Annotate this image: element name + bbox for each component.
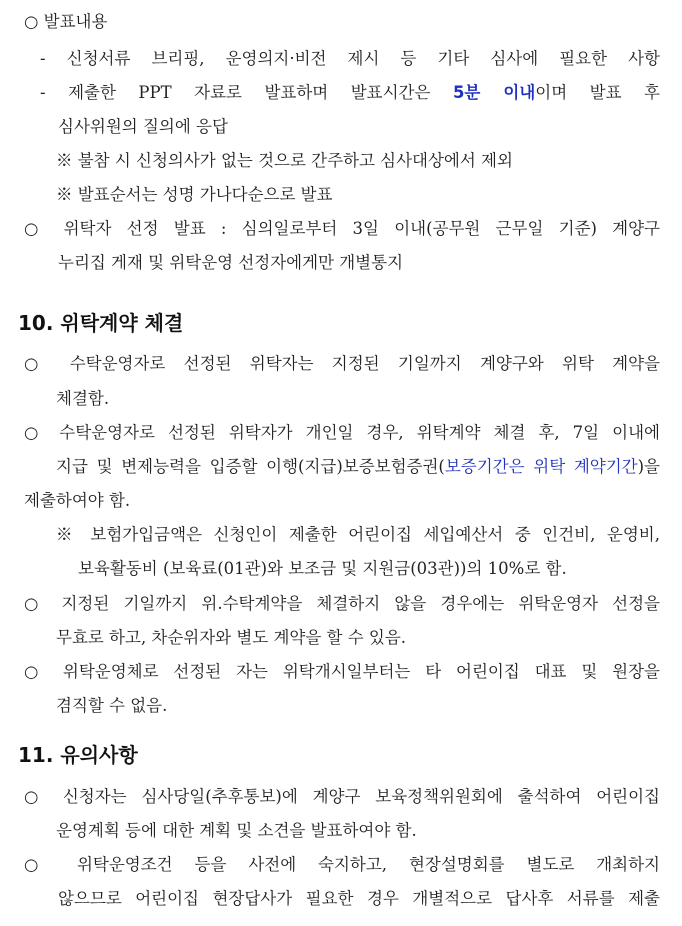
contract-paragraph-2-line-2-text: 지급 및 변제능력을 입증할 이행(지급)보증보험증권( bbox=[56, 457, 445, 476]
caution-paragraph-1-continued: 운영계획 등에 대한 계획 및 소견을 발표하여야 함. bbox=[56, 821, 417, 840]
contract-paragraph-2-line-2-end: )을 bbox=[637, 457, 660, 476]
contract-paragraph-4: ○ 위탁운영체로 선정된 자는 위탁개시일부터는 타 어린이집 대표 및 원장을 bbox=[24, 662, 660, 681]
insurance-note: ※ 보험가입금액은 신청인이 제출한 어린이집 세입예산서 중 인건비, 운영비, bbox=[56, 525, 660, 544]
contract-paragraph-4-continued: 겸직할 수 없음. bbox=[56, 696, 168, 715]
presentation-item-ppt-text-end: 이며 발표 후 bbox=[535, 83, 660, 102]
contract-paragraph-2-line-3: 제출하여야 함. bbox=[24, 491, 131, 510]
guarantee-period-highlight: 보증기간은 위탁 계약기간 bbox=[444, 457, 638, 476]
presentation-item-ppt-text: - 제출한 PPT 자료로 발표하며 발표시간은 bbox=[40, 83, 431, 102]
contract-paragraph-2-line-2 bbox=[56, 457, 660, 477]
presentation-item-briefing: - 신청서류 브리핑, 운영의지·비전 제시 등 기타 심사에 필요한 사항 bbox=[40, 49, 660, 68]
contract-paragraph-1-continued: 체결함. bbox=[56, 389, 110, 408]
presentation-item-ppt-continued: 심사위원의 질의에 응답 bbox=[58, 117, 228, 136]
presentation-time-highlight: 5분 이내 bbox=[452, 83, 536, 102]
caution-paragraph-2: ○ 위탁운영조건 등을 사전에 숙지하고, 현장설명회를 별도로 개최하지 bbox=[24, 855, 660, 874]
selection-announcement: ○ 위탁자 선정 발표 : 심의일로부터 3일 이내(공무원 근무일 기준) 계양구 bbox=[24, 219, 660, 238]
caution-paragraph-1: ○ 신청자는 심사당일(추후통보)에 계양구 보육정책위원회에 출석하여 어린이집 bbox=[24, 787, 660, 806]
presentation-item-ppt bbox=[40, 83, 660, 103]
selection-announcement-continued: 누리집 게재 및 위탁운영 선정자에게만 개별통지 bbox=[58, 253, 404, 272]
section-11-title: 11. 유의사항 bbox=[18, 743, 138, 767]
note-order: ※ 발표순서는 성명 가나다순으로 발표 bbox=[56, 185, 333, 204]
contract-paragraph-2: ○ 수탁운영자로 선정된 위탁자가 개인일 경우, 위탁계약 체결 후, 7일 이내에 bbox=[24, 423, 660, 442]
note-absence: ※ 불참 시 신청의사가 없는 것으로 간주하고 심사대상에서 제외 bbox=[56, 151, 513, 170]
contract-paragraph-3-continued: 무효로 하고, 차순위자와 별도 계약을 할 수 있음. bbox=[56, 628, 407, 647]
insurance-note-continued: 보육활동비 (보육료(01관)와 보조금 및 지원금(03관))의 10%로 함. bbox=[78, 559, 567, 578]
caution-paragraph-2-continued: 않으므로 어린이집 현장답사가 필요한 경우 개별적으로 답사후 서류를 제출 bbox=[58, 889, 660, 908]
section-10-title: 10. 위탁계약 체결 bbox=[18, 311, 184, 335]
contract-paragraph-1: ○ 수탁운영자로 선정된 위탁자는 지정된 기일까지 계양구와 위탁 계약을 bbox=[24, 354, 660, 373]
contract-paragraph-3: ○ 지정된 기일까지 위.수탁계약을 체결하지 않을 경우에는 위탁운영자 선정을 bbox=[24, 594, 660, 613]
presentation-header: ○ 발표내용 bbox=[24, 12, 108, 31]
